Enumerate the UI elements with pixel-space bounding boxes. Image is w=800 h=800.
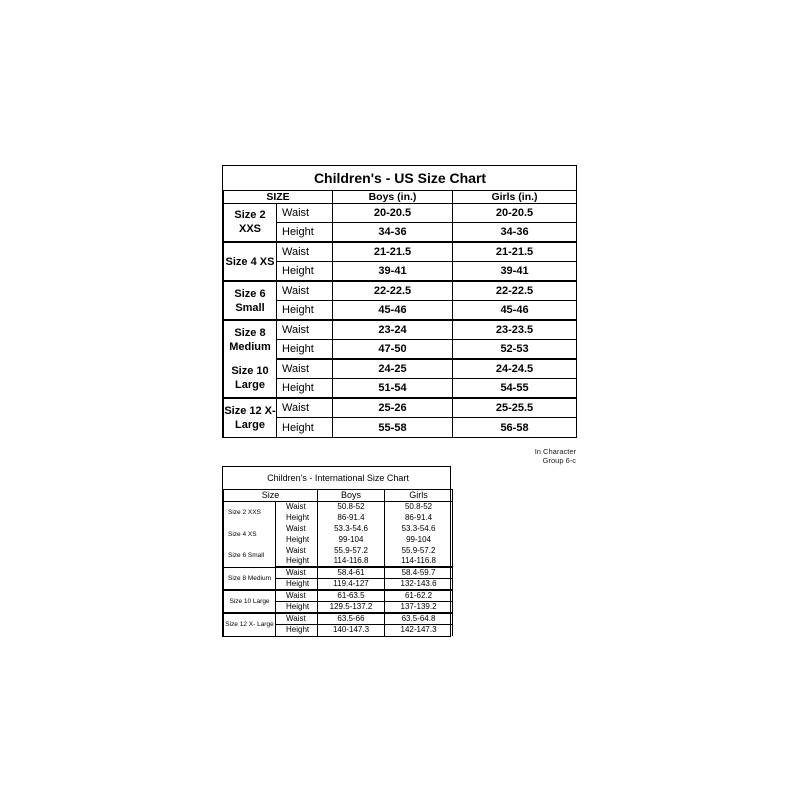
intl-girls-value: 99-104 <box>385 534 453 545</box>
intl-size-label: Size 10 Large <box>224 590 276 613</box>
intl-boys-value: 61-63.5 <box>318 590 385 602</box>
us-measure-label: Waist <box>277 242 333 262</box>
us-boys-value: 47-50 <box>333 340 453 360</box>
intl-chart-title: Children's - International Size Chart <box>224 467 453 489</box>
us-boys-value: 45-46 <box>333 301 453 321</box>
us-boys-value: 55-58 <box>333 418 453 438</box>
us-size-label: Size 6 Small <box>224 281 277 320</box>
intl-measure-label: Waist <box>276 523 318 534</box>
us-size-label: Size 2 XXS <box>224 203 277 242</box>
us-measure-label: Height <box>277 301 333 321</box>
us-header-boys: Boys (in.) <box>333 190 453 203</box>
intl-size-label: Size 2 XXS <box>224 501 276 523</box>
note-line-1: In Character <box>534 447 576 456</box>
international-size-table <box>223 467 453 636</box>
intl-header-boys: Boys <box>318 489 385 501</box>
us-measure-label: Height <box>277 223 333 243</box>
intl-header-girls: Girls <box>385 489 453 501</box>
us-header-size: SIZE <box>224 190 333 203</box>
intl-size-label: Size 12 X- Large <box>224 613 276 636</box>
intl-boys-value: 129.5-137.2 <box>318 602 385 614</box>
intl-girls-value: 58.4-59.7 <box>385 567 453 579</box>
us-girls-value: 56-58 <box>453 418 577 438</box>
us-girls-value: 45-46 <box>453 301 577 321</box>
intl-measure-label: Height <box>276 625 318 636</box>
us-boys-value: 22-22.5 <box>333 281 453 301</box>
us-chart-title: Children's - US Size Chart <box>224 166 577 190</box>
us-girls-value: 22-22.5 <box>453 281 577 301</box>
intl-girls-value: 53.3-54.6 <box>385 523 453 534</box>
us-measure-label: Height <box>277 340 333 360</box>
intl-measure-label: Height <box>276 579 318 591</box>
intl-measure-label: Height <box>276 512 318 523</box>
intl-girls-value: 61-62.2 <box>385 590 453 602</box>
us-measure-label: Waist <box>277 203 333 223</box>
us-boys-value: 23-24 <box>333 320 453 340</box>
us-size-chart <box>222 165 577 438</box>
intl-girls-value: 142-147.3 <box>385 625 453 636</box>
intl-girls-value: 63.5-64.8 <box>385 613 453 625</box>
intl-boys-value: 114-116.8 <box>318 556 385 567</box>
us-boys-value: 21-21.5 <box>333 242 453 262</box>
intl-boys-value: 53.3-54.6 <box>318 523 385 534</box>
intl-measure-label: Height <box>276 556 318 567</box>
note-line-2: Group 6-c <box>542 456 576 465</box>
us-size-label: Size 10 Large <box>224 359 277 398</box>
intl-boys-value: 140-147.3 <box>318 625 385 636</box>
intl-measure-label: Height <box>276 534 318 545</box>
intl-boys-value: 119.4-127 <box>318 579 385 591</box>
us-boys-value: 39-41 <box>333 262 453 282</box>
us-chart-note <box>500 447 576 465</box>
intl-measure-label: Waist <box>276 545 318 556</box>
intl-size-label: Size 6 Small <box>224 545 276 567</box>
us-header-girls: Girls (in.) <box>453 190 577 203</box>
international-size-chart <box>222 466 451 637</box>
us-girls-value: 25-25.5 <box>453 398 577 418</box>
us-girls-value: 39-41 <box>453 262 577 282</box>
us-boys-value: 20-20.5 <box>333 203 453 223</box>
us-size-table <box>223 166 577 437</box>
intl-size-label: Size 4 XS <box>224 523 276 545</box>
us-boys-value: 25-26 <box>333 398 453 418</box>
intl-measure-label: Waist <box>276 613 318 625</box>
us-boys-value: 24-25 <box>333 359 453 379</box>
us-girls-value: 54-55 <box>453 379 577 399</box>
us-measure-label: Waist <box>277 320 333 340</box>
intl-measure-label: Waist <box>276 501 318 512</box>
intl-boys-value: 99-104 <box>318 534 385 545</box>
intl-boys-value: 50.8-52 <box>318 501 385 512</box>
us-measure-label: Waist <box>277 398 333 418</box>
us-size-label: Size 12 X-Large <box>224 398 277 437</box>
intl-girls-value: 50.8-52 <box>385 501 453 512</box>
us-size-label: Size 4 XS <box>224 242 277 281</box>
us-measure-label: Height <box>277 262 333 282</box>
us-girls-value: 21-21.5 <box>453 242 577 262</box>
intl-size-label: Size 8 Medium <box>224 567 276 590</box>
us-boys-value: 51-54 <box>333 379 453 399</box>
us-girls-value: 52-53 <box>453 340 577 360</box>
intl-boys-value: 55.9-57.2 <box>318 545 385 556</box>
intl-measure-label: Waist <box>276 567 318 579</box>
intl-measure-label: Waist <box>276 590 318 602</box>
us-boys-value: 34-36 <box>333 223 453 243</box>
intl-boys-value: 63.5-66 <box>318 613 385 625</box>
us-girls-value: 20-20.5 <box>453 203 577 223</box>
us-measure-label: Waist <box>277 281 333 301</box>
intl-girls-value: 137-139.2 <box>385 602 453 614</box>
us-measure-label: Height <box>277 379 333 399</box>
intl-measure-label: Height <box>276 602 318 614</box>
intl-girls-value: 132-143.6 <box>385 579 453 591</box>
us-girls-value: 24-24.5 <box>453 359 577 379</box>
intl-boys-value: 58.4-61 <box>318 567 385 579</box>
us-size-label: Size 8 Medium <box>224 320 277 359</box>
intl-header-size: Size <box>224 489 318 501</box>
us-girls-value: 34-36 <box>453 223 577 243</box>
intl-boys-value: 86-91.4 <box>318 512 385 523</box>
us-measure-label: Height <box>277 418 333 438</box>
intl-girls-value: 55.9-57.2 <box>385 545 453 556</box>
intl-girls-value: 86-91.4 <box>385 512 453 523</box>
us-measure-label: Waist <box>277 359 333 379</box>
us-girls-value: 23-23.5 <box>453 320 577 340</box>
intl-girls-value: 114-116.8 <box>385 556 453 567</box>
